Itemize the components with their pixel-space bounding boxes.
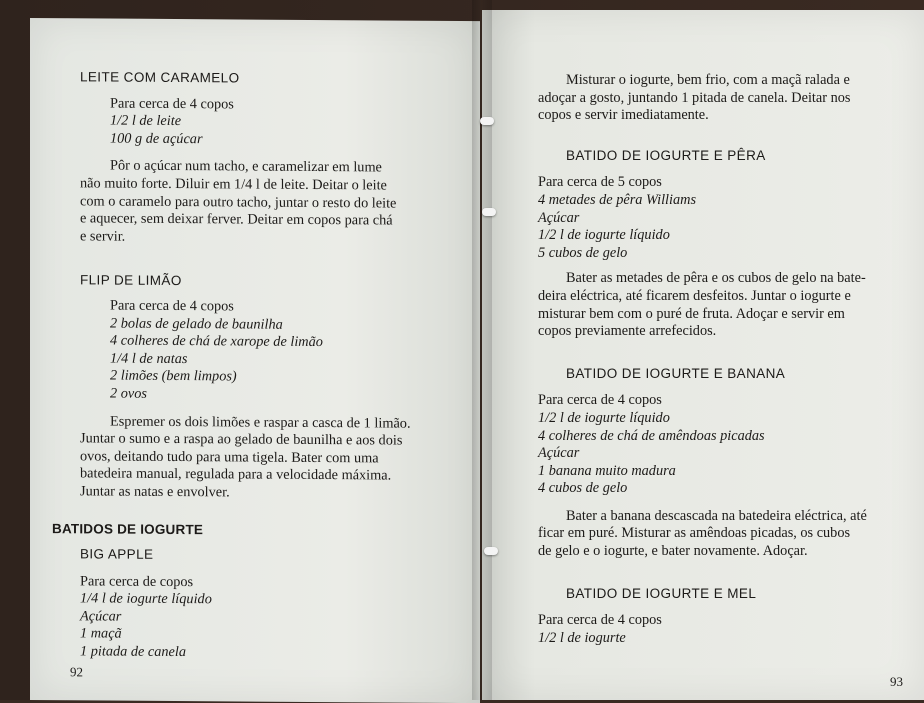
ingredient: 1/2 l de iogurte líquido xyxy=(538,227,670,244)
ingredient-list xyxy=(538,612,896,647)
method-line: Misturar o iogurte, bem frio, com a maçã ralada e xyxy=(566,72,850,88)
ingredient: 1/2 l de leite xyxy=(110,112,182,130)
method-line: misturar bem com o puré de fruta. Adoçar e servir em xyxy=(538,305,845,322)
recipe-yield: Para cerca de 4 copos xyxy=(110,297,234,315)
method-line: adoçar a gosto, juntando 1 pitada de canela. Deitar nos xyxy=(538,89,851,106)
book-gutter xyxy=(472,0,492,700)
ingredient: Açúcar xyxy=(538,445,580,462)
ingredient-list xyxy=(110,297,452,405)
recipe-yield: Para cerca de 4 copos xyxy=(110,95,234,113)
section-title: BATIDOS DE IOGURTE xyxy=(52,521,204,538)
ingredient-list xyxy=(80,573,452,664)
staple-icon xyxy=(482,208,496,216)
ingredient: 1 maçã xyxy=(80,625,122,643)
method-line: copos e servir imediatamente. xyxy=(538,107,709,124)
method-line: copos previamente arrefecidos. xyxy=(538,323,717,340)
recipe-method xyxy=(538,72,896,125)
ingredient: Açúcar xyxy=(80,608,122,625)
method-line: e servir. xyxy=(80,228,126,245)
left-page-content xyxy=(52,68,452,663)
ingredient-list xyxy=(110,95,452,150)
recipe-method xyxy=(80,158,452,249)
recipe-method xyxy=(538,270,896,340)
method-line: Juntar as natas e envolver. xyxy=(80,483,230,501)
method-line: Bater a banana descascada na batedeira eléctrica, até xyxy=(566,507,867,524)
ingredient: 1/4 l de natas xyxy=(110,350,188,367)
method-line: com o caramelo para outro tacho, juntar o resto do leite xyxy=(80,192,397,212)
method-line: de gelo e o iogurte, e bater novamente. Adoçar. xyxy=(538,543,808,560)
method-line: Pôr o açúcar num tacho, e caramelizar em lume xyxy=(110,157,382,176)
method-line: ficar em puré. Misturar as amêndoas picadas, os cubos xyxy=(538,525,851,542)
recipe-title: BATIDO DE IOGURTE E PÊRA xyxy=(566,147,766,163)
ingredient: 1 banana muito madura xyxy=(538,462,676,479)
right-page xyxy=(482,10,924,700)
ingredient: 4 cubos de gelo xyxy=(538,480,628,497)
ingredient-list xyxy=(538,392,896,498)
page-number: 93 xyxy=(890,674,903,689)
recipe-title: LEITE COM CARAMELO xyxy=(80,69,240,86)
method-line: Juntar o sumo e a raspa ao gelado de baunilha e aos dois xyxy=(80,430,403,449)
ingredient: 2 bolas de gelado de baunilha xyxy=(110,315,283,333)
ingredient: Açúcar xyxy=(538,209,580,226)
recipe-title: BATIDO DE IOGURTE E BANANA xyxy=(566,365,786,381)
ingredient: 100 g de açúcar xyxy=(110,130,203,147)
recipe-method xyxy=(80,413,452,504)
ingredient: 1 pitada de canela xyxy=(80,643,187,661)
ingredient: 4 colheres de chá de amêndoas picadas xyxy=(538,427,765,444)
ingredient: 4 metades de pêra Williams xyxy=(538,191,697,208)
recipe-title: BATIDO DE IOGURTE E MEL xyxy=(566,585,757,601)
ingredient: 5 cubos de gelo xyxy=(538,244,628,261)
right-page-content xyxy=(538,72,896,647)
page-number: 92 xyxy=(70,664,83,680)
staple-icon xyxy=(484,547,498,555)
ingredient: 4 colheres de chá de xarope de limão xyxy=(110,332,323,351)
ingredient-list xyxy=(538,174,896,262)
recipe-yield: Para cerca de 4 copos xyxy=(538,612,662,629)
method-line: ovos, deitando tudo para uma tigela. Bater com uma xyxy=(80,448,379,467)
ingredient: 2 limões (bem limpos) xyxy=(110,367,237,385)
method-line: não muito forte. Diluir em 1/4 l de leite. Deitar o leite xyxy=(80,175,387,194)
method-line: e aquecer, sem deixar ferver. Deitar em copos para chá xyxy=(80,210,393,229)
method-line: batedeira manual, regulada para a velocidade máxima. xyxy=(80,465,392,484)
ingredient: 2 ovos xyxy=(110,385,147,402)
recipe-yield: Para cerca de 5 copos xyxy=(538,174,662,191)
recipe-yield: Para cerca de copos xyxy=(80,573,194,590)
method-line: Bater as metades de pêra e os cubos de gelo na bate- xyxy=(566,270,866,287)
recipe-method xyxy=(538,508,896,561)
ingredient: 1/4 l de iogurte líquido xyxy=(80,590,212,608)
method-line: deira eléctrica, até ficarem desfeitos. Juntar o iogurte e xyxy=(538,287,851,304)
ingredient: 1/2 l de iogurte líquido xyxy=(538,409,670,426)
ingredient: 1/2 l de iogurte xyxy=(538,629,626,646)
staple-icon xyxy=(480,117,494,125)
recipe-title: BIG APPLE xyxy=(80,546,154,562)
recipe-yield: Para cerca de 4 copos xyxy=(538,392,662,409)
recipe-title: FLIP DE LIMÃO xyxy=(80,272,182,289)
method-line: Espremer os dois limões e raspar a casca de 1 limão. xyxy=(110,413,411,432)
left-page xyxy=(30,18,480,703)
